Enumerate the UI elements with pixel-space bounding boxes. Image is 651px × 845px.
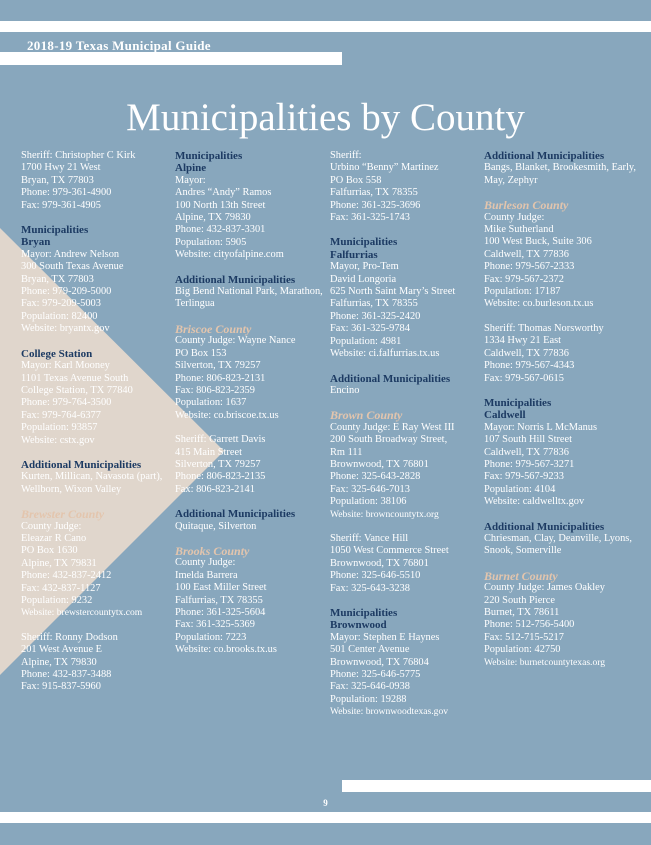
county-heading: Burleson County bbox=[484, 198, 569, 213]
entry-line: Phone: 979-209-5000 bbox=[21, 286, 112, 298]
section-label: Additional Municipalities bbox=[175, 508, 296, 521]
entry-line: Fax: 361-325-1743 bbox=[330, 212, 410, 224]
entry-line: Alpine, TX 79831 bbox=[21, 557, 97, 569]
municipality-name: Falfurrias bbox=[330, 248, 378, 261]
entry-line: Phone: 361-325-5604 bbox=[175, 607, 266, 618]
entry-line: Phone: 979-764-3500 bbox=[21, 397, 112, 409]
entry-line: Caldwell, TX 77836 bbox=[484, 347, 569, 359]
section-label: Additional Municipalities bbox=[175, 273, 296, 286]
column-3 bbox=[330, 150, 482, 731]
section-label: Municipalities bbox=[21, 224, 89, 237]
county-heading: Brooks County bbox=[175, 543, 250, 558]
entry-line: Website: caldwelltx.gov bbox=[484, 496, 585, 508]
entry-line: Urbino “Benny” Martinez bbox=[330, 162, 439, 174]
entry-line: Rm 111 bbox=[330, 446, 363, 458]
column-1 bbox=[21, 150, 173, 706]
muni-block bbox=[330, 607, 482, 719]
entry-line: Mayor: Andrew Nelson bbox=[21, 248, 120, 260]
entry-line: Andres “Andy” Ramos bbox=[175, 187, 272, 199]
muni-block bbox=[330, 236, 482, 360]
entry-line: PO Box 1630 bbox=[21, 545, 78, 557]
municipality-name: Caldwell bbox=[484, 409, 526, 422]
bottom-white-bar bbox=[0, 812, 651, 823]
entry-line: Phone: 432-837-3301 bbox=[175, 224, 266, 236]
section-label: Additional Municipalities bbox=[484, 520, 605, 533]
entry-line: Phone: 979-567-4343 bbox=[484, 360, 575, 372]
additional-list: Big Bend National Park, Marathon, Terlingua bbox=[175, 286, 323, 310]
entry-line: PO Box 153 bbox=[175, 347, 227, 359]
entry-line: Fax: 325-643-3238 bbox=[330, 582, 410, 594]
entry-line: 100 East Miller Street bbox=[175, 582, 267, 594]
section-label: Additional Municipalities bbox=[330, 372, 451, 385]
entry-line: 107 South Hill Street bbox=[484, 434, 573, 446]
section-label: Municipalities bbox=[484, 396, 552, 409]
plain-block bbox=[330, 533, 482, 595]
entry-line: Phone: 979-361-4900 bbox=[21, 187, 112, 199]
entry-line: Population: 17187 bbox=[484, 286, 561, 298]
page-number: 9 bbox=[323, 798, 328, 808]
muni-block bbox=[175, 150, 327, 262]
entry-line: Population: 4981 bbox=[330, 335, 402, 347]
entry-line: 1700 Hwy 21 West bbox=[21, 162, 101, 174]
entry-line: Phone: 432-837-2412 bbox=[21, 570, 112, 582]
entry-line: Eleazar R Cano bbox=[21, 532, 87, 544]
section-label: Additional Municipalities bbox=[484, 150, 605, 162]
entry-line: 200 South Broadway Street, bbox=[330, 434, 448, 446]
entry-line: Website: cityofalpine.com bbox=[175, 249, 284, 261]
entry-line: Mayor, Pro-Tem bbox=[330, 261, 399, 273]
entry-line: Alpine, TX 79830 bbox=[175, 212, 251, 224]
entry-line: Falfurrias, TX 78355 bbox=[175, 594, 263, 606]
entry-line: Website: bryantx.gov bbox=[21, 323, 110, 335]
entry-line: Silverton, TX 79257 bbox=[175, 360, 261, 372]
entry-line: Fax: 979-209-5003 bbox=[21, 298, 101, 310]
entry-line: Falfurrias, TX 78355 bbox=[330, 187, 418, 199]
additional-list: Kurten, Millican, Navasota (part), Wellborn, Wixon Valley bbox=[21, 471, 163, 495]
entry-line: Imelda Barrera bbox=[175, 569, 238, 581]
entry-line: 100 West Buck, Suite 306 bbox=[484, 236, 592, 248]
additional-list: Encino bbox=[330, 384, 360, 396]
county-block bbox=[21, 508, 173, 620]
entry-line: Website: co.brooks.tx.us bbox=[175, 644, 277, 656]
entry-line: Fax: 979-567-9233 bbox=[484, 471, 564, 483]
entry-line: Fax: 512-715-5217 bbox=[484, 631, 564, 643]
entry-line: Mike Sutherland bbox=[484, 224, 554, 236]
county-block bbox=[330, 409, 482, 521]
column-4 bbox=[484, 150, 636, 681]
entry-line: Phone: 325-646-5510 bbox=[330, 570, 421, 582]
entry-line: Burnet, TX 78611 bbox=[484, 607, 560, 618]
entry-line: Alpine, TX 79830 bbox=[21, 656, 97, 668]
entry-line: College Station, TX 77840 bbox=[21, 384, 133, 396]
entry-line: 625 North Saint Mary’s Street bbox=[330, 286, 456, 298]
section-label: Municipalities bbox=[175, 150, 243, 162]
entry-line: Sheriff: Garrett Davis bbox=[175, 434, 266, 446]
entry-line: Website: cstx.gov bbox=[21, 434, 95, 446]
entry-line: Fax: 979-567-2372 bbox=[484, 273, 564, 285]
entry-line: Mayor: Stephen E Haynes bbox=[330, 631, 440, 643]
website-line: Website: browncountytx.org bbox=[330, 508, 439, 520]
entry-line: 1101 Texas Avenue South bbox=[21, 372, 129, 384]
entry-line: County Judge: bbox=[484, 211, 545, 223]
entry-line: Phone: 432-837-3488 bbox=[21, 669, 112, 681]
entry-line: Sheriff: Thomas Norsworthy bbox=[484, 322, 604, 334]
website-line: Website: brewstercountytx.com bbox=[21, 607, 143, 619]
entry-line: Population: 9232 bbox=[21, 595, 93, 606]
entry-line: Brownwood, TX 76804 bbox=[330, 656, 429, 668]
additional-block bbox=[484, 521, 636, 558]
county-heading: Briscoe County bbox=[175, 321, 252, 336]
entry-line: 501 Center Avenue bbox=[330, 644, 410, 656]
entry-line: County Judge: Wayne Nance bbox=[175, 335, 296, 347]
entry-line: County Judge: James Oakley bbox=[484, 582, 605, 594]
entry-line: Population: 38106 bbox=[330, 496, 407, 508]
entry-line: Mayor: Norris L McManus bbox=[484, 421, 598, 433]
website-line: Website: brownwoodtexas.gov bbox=[330, 706, 449, 718]
entry-line: 220 South Pierce bbox=[484, 594, 555, 606]
entry-line: Sheriff: Ronny Dodson bbox=[21, 631, 118, 643]
footer-white-bar bbox=[342, 780, 651, 792]
entry-line: Website: co.briscoe.tx.us bbox=[175, 409, 279, 421]
entry-line: Population: 19288 bbox=[330, 693, 407, 705]
county-heading: Brown County bbox=[330, 408, 403, 423]
plain-block bbox=[21, 632, 173, 694]
entry-line: Website: ci.falfurrias.tx.us bbox=[330, 348, 440, 360]
additional-block bbox=[330, 373, 482, 398]
entry-line: Fax: 915-837-5960 bbox=[21, 681, 101, 693]
county-block bbox=[484, 570, 636, 669]
entry-line: 1334 Hwy 21 East bbox=[484, 335, 562, 347]
municipality-name: College Station bbox=[21, 347, 93, 360]
additional-block bbox=[175, 508, 327, 533]
entry-line: Caldwell, TX 77836 bbox=[484, 248, 569, 260]
entry-line: Fax: 806-823-2141 bbox=[175, 483, 255, 495]
entry-line: Bryan, TX 77803 bbox=[21, 174, 94, 186]
entry-line: 100 North 13th Street bbox=[175, 199, 266, 211]
entry-line: Phone: 325-646-5775 bbox=[330, 669, 421, 681]
entry-line: 415 Main Street bbox=[175, 446, 242, 458]
county-heading: Brewster County bbox=[21, 507, 105, 522]
entry-line: Population: 1637 bbox=[175, 397, 247, 409]
guide-header: 2018-19 Texas Municipal Guide bbox=[27, 38, 211, 53]
muni-block bbox=[21, 348, 173, 447]
entry-line: Fax: 979-361-4905 bbox=[21, 199, 101, 211]
county-heading: Burnet County bbox=[484, 568, 558, 583]
entry-line: County Judge: bbox=[21, 520, 82, 532]
plain-block bbox=[21, 150, 173, 212]
entry-line: Phone: 325-643-2828 bbox=[330, 471, 421, 483]
entry-line: Brownwood, TX 76801 bbox=[330, 458, 429, 470]
municipality-name: Brownwood bbox=[330, 619, 387, 632]
plain-block bbox=[330, 150, 482, 224]
section-label: Municipalities bbox=[330, 236, 398, 249]
entry-line: Mayor: bbox=[175, 174, 206, 186]
entry-line: Fax: 361-325-5369 bbox=[175, 619, 255, 631]
entry-line: Silverton, TX 79257 bbox=[175, 458, 261, 470]
column-2 bbox=[175, 150, 327, 669]
county-block bbox=[484, 199, 636, 311]
entry-line: Fax: 361-325-9784 bbox=[330, 323, 410, 335]
additional-block bbox=[21, 459, 173, 496]
entry-line: Fax: 806-823-2359 bbox=[175, 384, 255, 396]
entry-line: Mayor: Karl Mooney bbox=[21, 360, 110, 372]
entry-line: Fax: 325-646-0938 bbox=[330, 681, 410, 693]
entry-line: Population: 82400 bbox=[21, 310, 98, 322]
additional-block bbox=[175, 274, 327, 311]
entry-line: Fax: 325-646-7013 bbox=[330, 483, 410, 495]
entry-line: Bryan, TX 77803 bbox=[21, 273, 94, 285]
additional-list: Chriesman, Clay, Deanville, Lyons, Snook, Somerville bbox=[484, 532, 632, 557]
entry-line: County Judge: bbox=[175, 557, 236, 569]
website-line: Website: burnetcountytexas.org bbox=[484, 656, 606, 668]
additional-list: Bangs, Blanket, Brookesmith, Early, May, Zephyr bbox=[484, 162, 636, 186]
entry-line: Phone: 512-756-5400 bbox=[484, 619, 575, 631]
entry-line: Fax: 979-764-6377 bbox=[21, 409, 101, 421]
entry-line: Phone: 806-823-2131 bbox=[175, 372, 266, 384]
entry-line: Falfurrias, TX 78355 bbox=[330, 298, 418, 310]
county-block bbox=[175, 323, 327, 422]
entry-line: Fax: 979-567-0615 bbox=[484, 372, 564, 384]
section-label: Additional Municipalities bbox=[21, 458, 142, 471]
entry-line: Phone: 361-325-2420 bbox=[330, 310, 421, 322]
entry-line: Fax: 432-837-1127 bbox=[21, 582, 101, 594]
additional-list: Quitaque, Silverton bbox=[175, 520, 257, 532]
entry-line: Website: co.burleson.tx.us bbox=[484, 298, 594, 310]
entry-line: Population: 5905 bbox=[175, 236, 247, 248]
municipality-name: Alpine bbox=[175, 162, 207, 175]
entry-line: David Longoria bbox=[330, 273, 397, 285]
entry-line: Population: 4104 bbox=[484, 483, 556, 495]
entry-line: Phone: 979-567-2333 bbox=[484, 261, 575, 273]
muni-block bbox=[21, 224, 173, 336]
entry-line: PO Box 558 bbox=[330, 174, 382, 186]
plain-block bbox=[484, 323, 636, 385]
page-title: Municipalities by County bbox=[126, 96, 525, 139]
entry-line: Caldwell, TX 77836 bbox=[484, 446, 569, 458]
entry-line: County Judge: E Ray West III bbox=[330, 421, 455, 433]
plain-block bbox=[175, 434, 327, 496]
section-label: Municipalities bbox=[330, 607, 398, 619]
entry-line: Population: 93857 bbox=[21, 422, 98, 434]
entry-line: Population: 7223 bbox=[175, 631, 247, 643]
entry-line: Sheriff: Vance Hill bbox=[330, 532, 409, 544]
entry-line: Sheriff: bbox=[330, 150, 362, 161]
entry-line: Brownwood, TX 76801 bbox=[330, 557, 429, 569]
additional-block bbox=[484, 150, 636, 187]
entry-line: Phone: 806-823-2135 bbox=[175, 471, 266, 483]
entry-line: Phone: 361-325-3696 bbox=[330, 199, 421, 211]
entry-line: 1050 West Commerce Street bbox=[330, 545, 449, 557]
entry-line: Phone: 979-567-3271 bbox=[484, 458, 575, 470]
entry-line: 300 South Texas Avenue bbox=[21, 261, 124, 273]
entry-line: 201 West Avenue E bbox=[21, 644, 103, 656]
muni-block bbox=[484, 397, 636, 509]
entry-line: Sheriff: Christopher C Kirk bbox=[21, 150, 136, 161]
county-block bbox=[175, 545, 327, 657]
municipality-name: Bryan bbox=[21, 236, 51, 249]
entry-line: Population: 42750 bbox=[484, 644, 561, 656]
